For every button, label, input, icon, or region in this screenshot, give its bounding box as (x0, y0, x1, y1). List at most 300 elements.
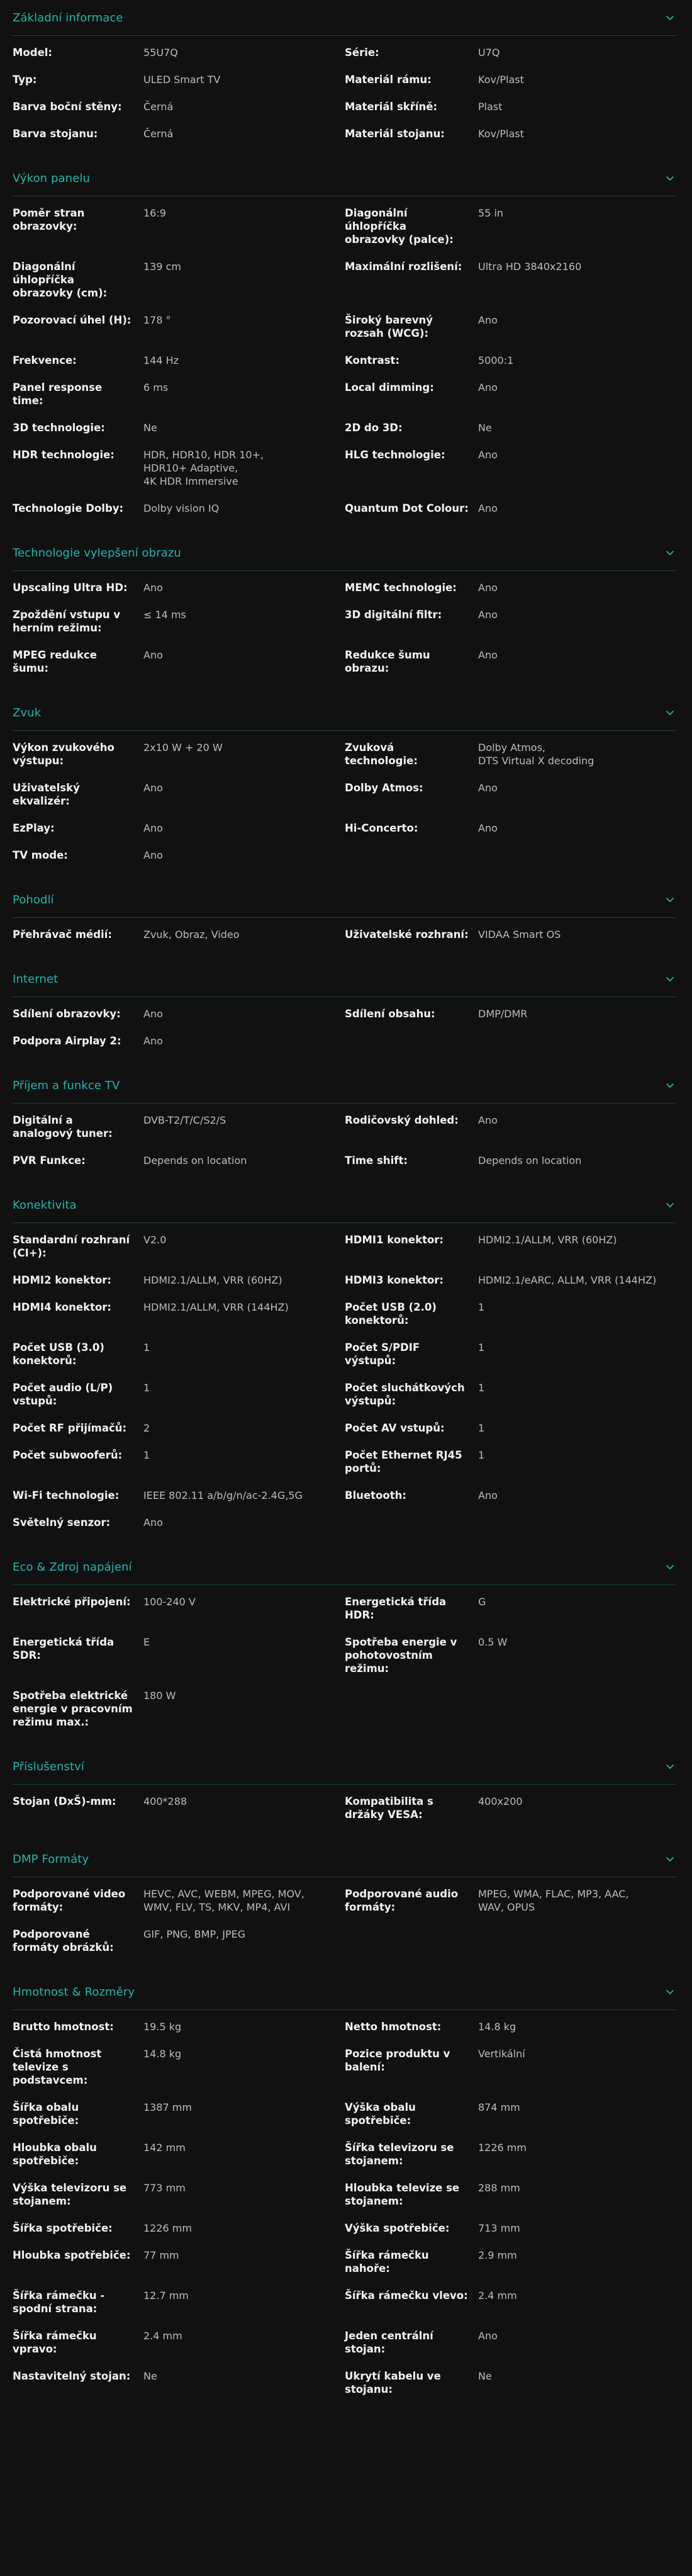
spec-item (345, 648, 677, 675)
spec-item (345, 381, 677, 394)
spec-item (345, 928, 677, 941)
spec-label: Panel response time: (13, 381, 103, 407)
section-konektivita (13, 1187, 676, 1549)
spec-value: Vertikální (478, 2048, 525, 2060)
spec-item (345, 1887, 677, 1914)
spec-value: 400x200 (478, 1795, 523, 1807)
spec-value: 55 in (478, 207, 504, 219)
spec-row (13, 354, 676, 367)
spec-item (13, 260, 345, 300)
section-header-vykon-panelu[interactable] (13, 161, 676, 196)
spec-item (345, 127, 677, 140)
spec-item (13, 314, 345, 327)
spec-value: Ano (478, 502, 498, 514)
section-body (13, 36, 676, 161)
spec-label: Netto hmotnost: (345, 2021, 442, 2033)
spec-item (345, 1635, 677, 1675)
spec-label: Hloubka televize se stojanem: (345, 2182, 460, 2207)
spec-value: ≤ 14 ms (143, 609, 186, 621)
spec-item (345, 100, 677, 113)
spec-label: Hloubka spotřebiče: (13, 2249, 131, 2261)
spec-row (13, 260, 676, 300)
spec-value: 400*288 (143, 1795, 187, 1807)
spec-label: Série: (345, 47, 379, 59)
spec-item (13, 2249, 345, 2262)
spec-value: HEVC, AVC, WEBM, MPEG, MOV, WMV, FLV, TS, MKV, MP4, AVI (143, 1888, 304, 1913)
section-eco-zdroj-napajeni (13, 1549, 676, 1749)
spec-value: 1 (143, 1449, 150, 1461)
spec-label: Počet sluchátkových výstupů: (345, 1382, 465, 1407)
spec-item (13, 1635, 345, 1662)
spec-label: Zvuková technologie: (345, 742, 418, 767)
spec-item (13, 928, 345, 941)
spec-label: Zpoždění vstupu v herním režimu: (13, 609, 121, 634)
spec-value: Dolby Atmos, DTS Virtual X decoding (478, 742, 594, 767)
spec-label: EzPlay: (13, 822, 55, 834)
spec-item (13, 1114, 345, 1140)
spec-row (13, 822, 676, 835)
spec-label: Šířka rámečku nahoře: (345, 2249, 429, 2274)
spec-item (13, 46, 345, 59)
spec-item (345, 1449, 677, 1475)
section-title: Konektivita (13, 1198, 77, 1212)
chevron-down-icon[interactable] (664, 172, 676, 184)
spec-value: 1226 mm (143, 2222, 192, 2234)
spec-label: Typ: (13, 74, 37, 86)
spec-label: Šířka rámečku vlevo: (345, 2290, 468, 2302)
chevron-down-icon[interactable] (664, 1853, 676, 1865)
spec-label: Nastavitelný stojan: (13, 2370, 131, 2382)
spec-value: 5000:1 (478, 354, 514, 366)
spec-value: 6 ms (143, 381, 169, 393)
spec-value: HDR, HDR10, HDR 10+, HDR10+ Adaptive, 4K HDR Immersive (143, 449, 264, 487)
spec-value: HDMI2.1/ALLM, VRR (144HZ) (143, 1301, 289, 1313)
spec-value: Kov/Plast (478, 128, 524, 140)
spec-value: 1 (478, 1422, 485, 1434)
spec-item (345, 741, 677, 767)
spec-value: 12.7 mm (143, 2290, 189, 2302)
spec-label: Brutto hmotnost: (13, 2021, 114, 2033)
spec-item (13, 1381, 345, 1408)
spec-label: Technologie Dolby: (13, 502, 124, 514)
spec-item (345, 421, 677, 434)
spec-label: Světelný senzor: (13, 1517, 111, 1528)
spec-label: HDMI3 konektor: (345, 1274, 444, 1286)
spec-item (345, 448, 677, 461)
spec-item (13, 1341, 345, 1367)
spec-value: 773 mm (143, 2182, 186, 2194)
spec-label: Výška televizoru se stojanem: (13, 2182, 127, 2207)
spec-label: Bluetooth: (345, 1489, 406, 1501)
spec-value: Ano (143, 782, 163, 794)
section-internet (13, 961, 676, 1068)
spec-label: Šířka televizoru se stojanem: (345, 2142, 454, 2167)
section-body (13, 1104, 676, 1187)
spec-value: 2.4 mm (143, 2330, 182, 2342)
spec-label: Počet audio (L/P) vstupů: (13, 1382, 113, 1407)
spec-item (345, 502, 677, 515)
section-body (13, 997, 676, 1068)
spec-label: Podporované formáty obrázků: (13, 1928, 114, 1953)
spec-value: 77 mm (143, 2249, 179, 2261)
spec-row (13, 1341, 676, 1367)
spec-row (13, 1421, 676, 1435)
spec-item (345, 2047, 677, 2074)
spec-label: Počet USB (3.0) konektorů: (13, 1342, 104, 1367)
spec-label: Výška spotřebiče: (345, 2222, 450, 2234)
spec-label: Šířka rámečku - spodní strana: (13, 2290, 105, 2315)
spec-value: Ano (478, 314, 498, 326)
spec-label: Spotřeba elektrické energie v pracovním režimu max.: (13, 1690, 133, 1728)
spec-label: TV mode: (13, 849, 68, 861)
spec-value: Černá (143, 128, 174, 140)
spec-item (345, 1233, 677, 1246)
spec-item (13, 2329, 345, 2356)
spec-row (13, 46, 676, 59)
spec-item (345, 206, 677, 246)
spec-label: Local dimming: (345, 381, 434, 393)
spec-item (13, 648, 345, 675)
spec-value: Ano (478, 1114, 498, 1126)
section-body (13, 1785, 676, 1841)
spec-value: Depends on location (143, 1155, 247, 1167)
chevron-down-icon[interactable] (664, 707, 676, 718)
spec-value: Ano (478, 449, 498, 461)
spec-label: Digitální a analogový tuner: (13, 1114, 113, 1139)
section-header-prislusenstvi[interactable] (13, 1749, 676, 1785)
spec-row (13, 741, 676, 767)
spec-value: 2.4 mm (478, 2290, 517, 2302)
spec-value: Ano (478, 582, 498, 594)
spec-label: Time shift: (345, 1155, 408, 1167)
spec-label: Podporované video formáty: (13, 1888, 126, 1913)
spec-value: MPEG, WMA, FLAC, MP3, AAC, WAV, OPUS (478, 1888, 629, 1913)
spec-item (345, 73, 677, 86)
spec-item (13, 2141, 345, 2167)
spec-value: Ne (478, 422, 492, 434)
spec-item (13, 781, 345, 808)
section-body (13, 918, 676, 961)
spec-value: Ano (478, 2330, 498, 2342)
spec-label: Pozorovací úhel (H): (13, 314, 131, 326)
spec-value: Ne (478, 2370, 492, 2382)
spec-label: 3D technologie: (13, 422, 105, 434)
section-prijem-a-funkce-tv (13, 1068, 676, 1187)
spec-item (13, 206, 345, 233)
spec-label: Hi-Concerto: (345, 822, 418, 834)
spec-item (345, 822, 677, 835)
spec-value: G (478, 1596, 486, 1608)
spec-label: Počet USB (2.0) konektorů: (345, 1301, 437, 1326)
spec-label: Poměr stran obrazovky: (13, 207, 85, 232)
spec-item (13, 1034, 345, 1048)
spec-label: HDR technologie: (13, 449, 114, 461)
spec-value: Dolby vision IQ (143, 502, 220, 514)
spec-row (13, 2101, 676, 2127)
spec-label: Pozice produktu v balení: (345, 2048, 450, 2073)
spec-label: Redukce šumu obrazu: (345, 649, 430, 674)
spec-item (345, 1114, 677, 1127)
spec-value: ULED Smart TV (143, 74, 221, 86)
spec-row (13, 1034, 676, 1048)
spec-label: Přehrávač médií: (13, 929, 112, 941)
spec-item (13, 2370, 345, 2383)
spec-value: HDMI2.1/eARC, ALLM, VRR (144HZ) (478, 1274, 657, 1286)
spec-item (13, 1887, 345, 1914)
spec-label: 3D digitální filtr: (345, 609, 442, 621)
spec-item (345, 354, 677, 367)
spec-value: 100-240 V (143, 1596, 196, 1608)
spec-value: 14.8 kg (478, 2021, 516, 2033)
spec-item (345, 2289, 677, 2302)
spec-item (345, 1341, 677, 1367)
spec-item (13, 1007, 345, 1020)
spec-row (13, 2020, 676, 2033)
spec-value: Ano (478, 381, 498, 393)
spec-row (13, 1795, 676, 1821)
spec-row (13, 421, 676, 434)
section-header-technologie-vylepseni-obrazu[interactable] (13, 535, 676, 571)
chevron-down-icon[interactable] (664, 12, 676, 23)
section-body (13, 1223, 676, 1549)
spec-label: Dolby Atmos: (345, 782, 423, 794)
section-header-internet[interactable] (13, 961, 676, 997)
spec-value: 142 mm (143, 2142, 186, 2154)
spec-row (13, 608, 676, 635)
spec-value: 1 (143, 1342, 150, 1353)
spec-item (345, 1301, 677, 1327)
spec-item (13, 822, 345, 835)
section-title: Příslušenství (13, 1760, 84, 1773)
spec-item (345, 2249, 677, 2275)
spec-row (13, 1595, 676, 1622)
spec-item (345, 608, 677, 621)
spec-row (13, 1154, 676, 1167)
spec-label: Hloubka obalu spotřebiče: (13, 2142, 97, 2167)
spec-value: Ano (478, 609, 498, 621)
spec-item (13, 2101, 345, 2127)
spec-label: Wi-Fi technologie: (13, 1489, 120, 1501)
spec-label: Materiál stojanu: (345, 128, 445, 140)
spec-value: HDMI2.1/ALLM, VRR (60HZ) (478, 1234, 617, 1246)
spec-value: 2.9 mm (478, 2249, 517, 2261)
spec-item (13, 1301, 345, 1314)
spec-label: Počet RF přijímačů: (13, 1422, 127, 1434)
spec-item (13, 2181, 345, 2208)
spec-item (345, 2101, 677, 2127)
spec-item (13, 354, 345, 367)
chevron-down-icon[interactable] (664, 547, 676, 558)
spec-value: Ne (143, 422, 157, 434)
section-body (13, 571, 676, 695)
spec-item (13, 2289, 345, 2315)
spec-item (345, 1595, 677, 1622)
spec-item (13, 581, 345, 594)
section-header-pohodli[interactable] (13, 882, 676, 918)
spec-label: Maximální rozlišení: (345, 261, 462, 273)
spec-label: Šířka rámečku vpravo: (13, 2330, 97, 2355)
spec-value: Ano (143, 1517, 163, 1528)
spec-value: 0.5 W (478, 1636, 508, 1648)
section-body (13, 1877, 676, 1974)
spec-row (13, 781, 676, 808)
spec-value: V2.0 (143, 1234, 167, 1246)
spec-row (13, 2047, 676, 2087)
spec-item (13, 1795, 345, 1808)
spec-label: Kontrast: (345, 354, 400, 366)
spec-label: HDMI4 konektor: (13, 1301, 112, 1313)
spec-item (345, 2141, 677, 2167)
section-header-konektivita[interactable] (13, 1187, 676, 1223)
section-title: Zvuk (13, 706, 42, 720)
spec-item (345, 314, 677, 340)
spec-item (13, 127, 345, 140)
spec-value: 14.8 kg (143, 2048, 182, 2060)
spec-item (345, 1381, 677, 1408)
spec-label: Barva stojanu: (13, 128, 98, 140)
spec-label: Spotřeba energie v pohotovostním režimu: (345, 1636, 457, 1675)
spec-label: Elektrické připojení: (13, 1596, 131, 1608)
spec-label: HDMI2 konektor: (13, 1274, 112, 1286)
spec-value: Kov/Plast (478, 74, 524, 86)
spec-item (13, 1489, 345, 1502)
spec-value: 288 mm (478, 2182, 520, 2194)
spec-value: 139 cm (143, 261, 182, 273)
spec-item (13, 1154, 345, 1167)
section-dmp-formaty (13, 1841, 676, 1974)
section-header-prijem-a-funkce-tv[interactable] (13, 1068, 676, 1104)
spec-label: Materiál skříně: (345, 101, 438, 113)
spec-value: Ne (143, 2370, 157, 2382)
spec-value: 1387 mm (143, 2101, 192, 2113)
spec-row (13, 314, 676, 340)
spec-value: U7Q (478, 47, 500, 59)
spec-item (13, 849, 345, 862)
spec-value: DVB-T2/T/C/S2/S (143, 1114, 226, 1126)
spec-item (13, 381, 345, 407)
spec-value: 178 ° (143, 314, 171, 326)
spec-value: 180 W (143, 1690, 176, 1702)
spec-value: GIF, PNG, BMP, JPEG (143, 1928, 246, 1940)
spec-label: Diagonální úhlopříčka obrazovky (cm): (13, 261, 108, 299)
spec-label: 2D do 3D: (345, 422, 403, 434)
chevron-down-icon[interactable] (664, 1986, 676, 1997)
spec-value: 1 (478, 1301, 485, 1313)
section-body (13, 731, 676, 882)
chevron-down-icon[interactable] (664, 1080, 676, 1091)
spec-row (13, 448, 676, 488)
chevron-down-icon[interactable] (664, 973, 676, 985)
section-header-zvuk[interactable] (13, 695, 676, 731)
spec-label: Barva boční stěny: (13, 101, 122, 113)
spec-item (345, 2020, 677, 2033)
spec-item (13, 2020, 345, 2033)
section-header-zakladni-informace[interactable] (13, 0, 676, 36)
section-header-dmp-formaty[interactable] (13, 1841, 676, 1877)
spec-label: Energetická třída HDR: (345, 1596, 447, 1621)
spec-value: Depends on location (478, 1155, 582, 1167)
spec-value: Ano (143, 582, 163, 594)
spec-row (13, 928, 676, 941)
spec-item (13, 100, 345, 113)
section-header-hmotnost-rozmery[interactable] (13, 1974, 676, 2010)
spec-label: Upscaling Ultra HD: (13, 582, 128, 594)
spec-value: 55U7Q (143, 47, 178, 59)
spec-row (13, 206, 676, 246)
spec-item (345, 1007, 677, 1020)
spec-label: Rodičovský dohled: (345, 1114, 459, 1126)
spec-label: MEMC technologie: (345, 582, 457, 594)
section-header-eco-zdroj-napajeni[interactable] (13, 1549, 676, 1585)
spec-label: Široký barevný rozsah (WCG): (345, 314, 433, 339)
chevron-down-icon[interactable] (664, 1199, 676, 1211)
spec-item (345, 581, 677, 594)
spec-row (13, 2370, 676, 2396)
spec-value: 874 mm (478, 2101, 520, 2113)
spec-label: Počet AV vstupů: (345, 1422, 445, 1434)
spec-value: Zvuk, Obraz, Video (143, 929, 240, 941)
spec-item (13, 1689, 345, 1729)
spec-label: Kompatibilita s držáky VESA: (345, 1795, 433, 1821)
section-zvuk (13, 695, 676, 882)
spec-value: 1 (143, 1382, 150, 1394)
spec-item (345, 1421, 677, 1435)
spec-row (13, 2329, 676, 2356)
spec-row (13, 1635, 676, 1675)
spec-row (13, 1516, 676, 1529)
spec-value: 19.5 kg (143, 2021, 182, 2033)
spec-item (13, 448, 345, 488)
spec-value: 1 (478, 1382, 485, 1394)
spec-row (13, 100, 676, 113)
section-body (13, 1585, 676, 1749)
spec-item (13, 1274, 345, 1287)
spec-item (345, 2181, 677, 2208)
spec-label: Sdílení obrazovky: (13, 1008, 121, 1020)
spec-value: E (143, 1636, 150, 1648)
section-vykon-panelu (13, 161, 676, 535)
spec-item (345, 46, 677, 59)
section-prislusenstvi (13, 1749, 676, 1841)
section-hmotnost-rozmery (13, 1974, 676, 2416)
spec-label: Šířka obalu spotřebiče: (13, 2101, 79, 2127)
section-title: Základní informace (13, 11, 123, 25)
section-pohodli (13, 882, 676, 961)
chevron-down-icon[interactable] (664, 1761, 676, 1772)
spec-label: Uživatelské rozhraní: (345, 929, 469, 941)
spec-value: Plast (478, 101, 503, 113)
chevron-down-icon[interactable] (664, 1561, 676, 1573)
spec-item (13, 73, 345, 86)
spec-label: Podpora Airplay 2: (13, 1035, 121, 1047)
section-title: Internet (13, 972, 59, 986)
spec-item (345, 2222, 677, 2235)
spec-item (13, 1233, 345, 1260)
spec-value: 1 (478, 1342, 485, 1353)
spec-value: Ano (478, 822, 498, 834)
spec-row (13, 1887, 676, 1914)
section-title: Hmotnost & Rozměry (13, 1985, 135, 1999)
spec-item (345, 781, 677, 794)
spec-row (13, 73, 676, 86)
section-zakladni-informace (13, 0, 676, 161)
spec-value: HDMI2.1/ALLM, VRR (60HZ) (143, 1274, 282, 1286)
spec-item (345, 2329, 677, 2356)
spec-row (13, 381, 676, 407)
chevron-down-icon[interactable] (664, 894, 676, 905)
spec-value: IEEE 802.11 a/b/g/n/ac-2.4G,5G (143, 1489, 303, 1501)
spec-item (13, 1595, 345, 1608)
